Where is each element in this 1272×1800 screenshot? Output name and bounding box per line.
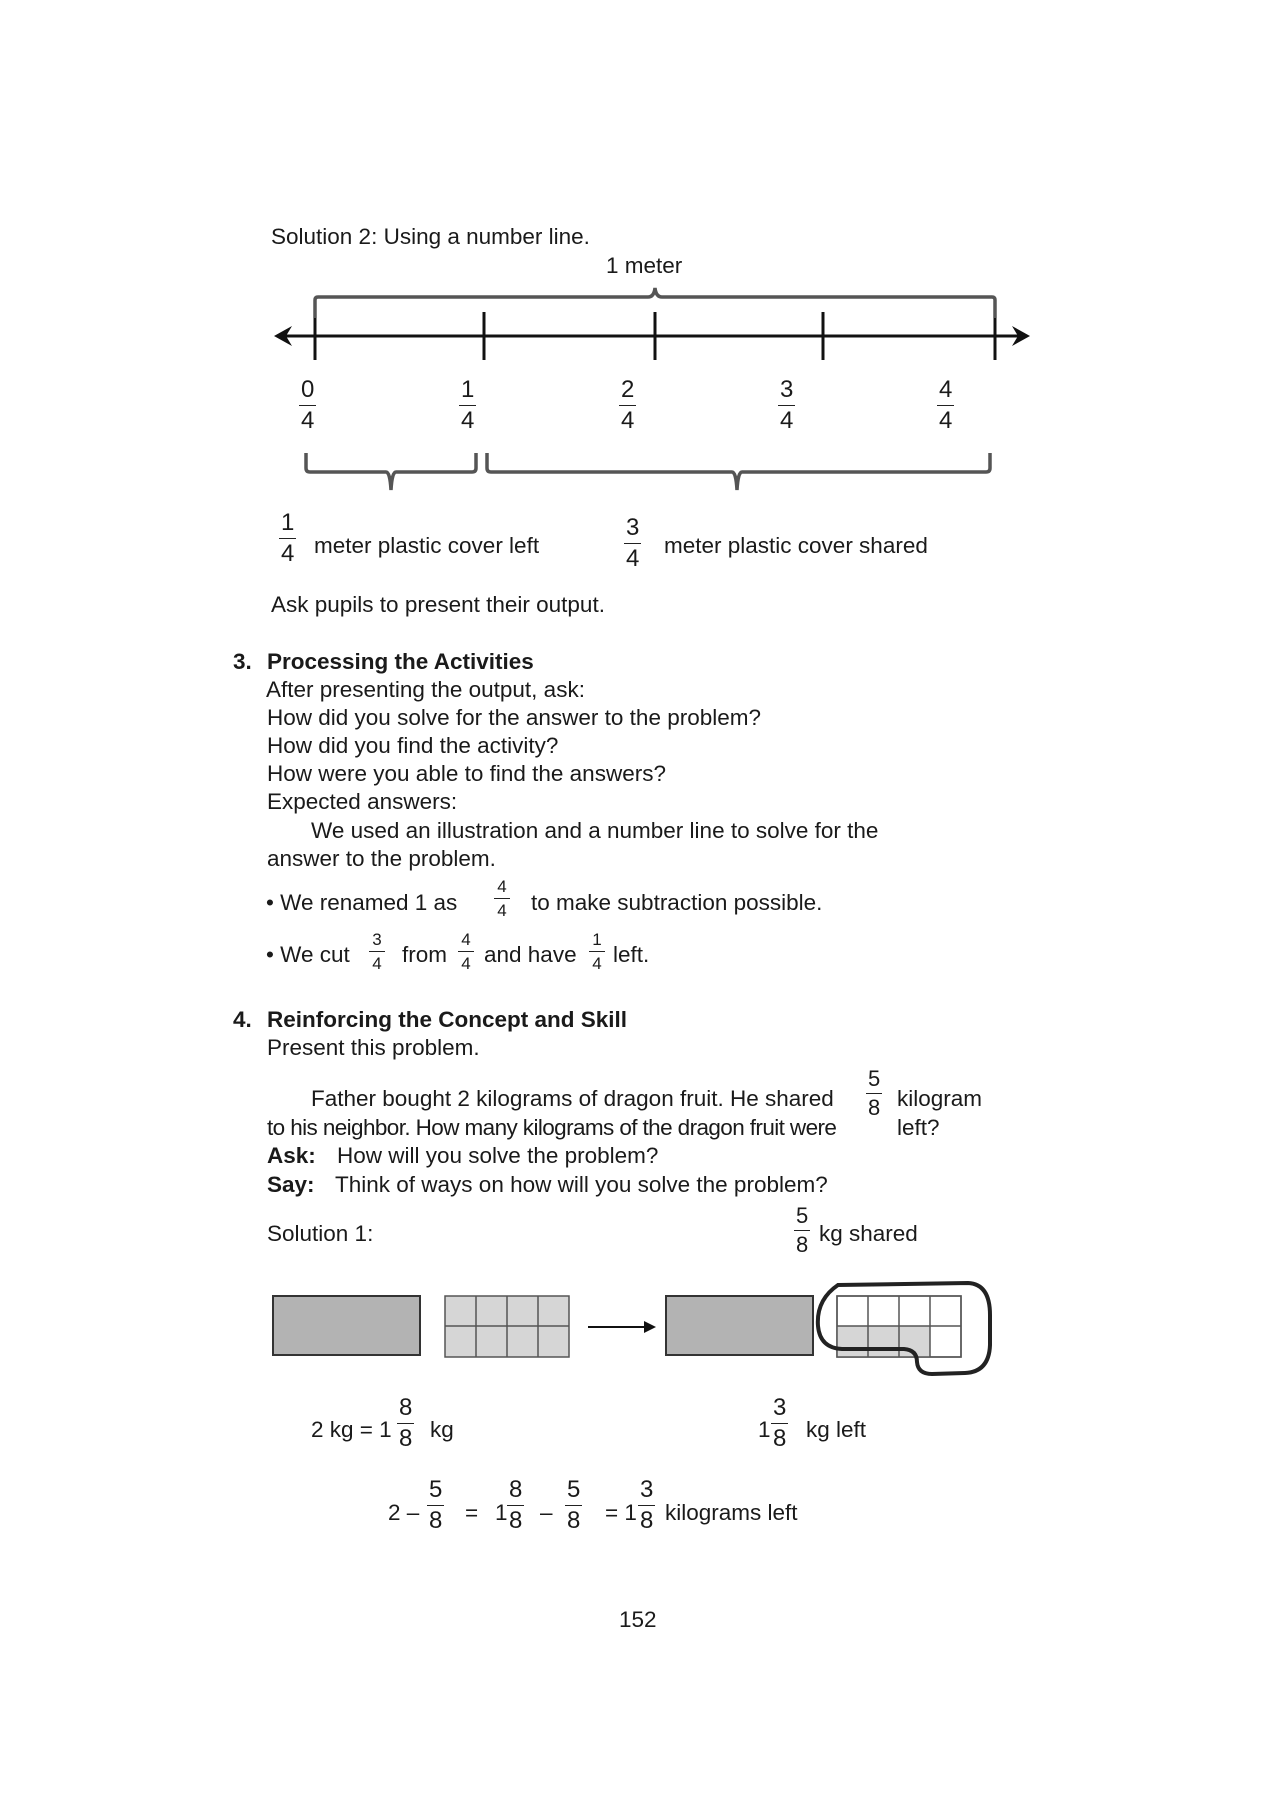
section3-line-5: Expected answers: bbox=[267, 789, 458, 814]
solution2-heading: Solution 2: Using a number line. bbox=[271, 224, 590, 249]
section3-line-2: How did you solve for the answer to the problem? bbox=[267, 705, 762, 730]
solution1-heading: Solution 1: bbox=[267, 1221, 374, 1246]
eq-left-fraction: 8 8 bbox=[399, 1394, 413, 1452]
shared-fraction: 5 8 bbox=[796, 1203, 809, 1257]
problem-line-2: to his neighbor. How many kilograms of the dragon fruit were bbox=[267, 1115, 837, 1140]
eq-right-whole: 1 bbox=[758, 1417, 771, 1442]
section4-number: 4. bbox=[233, 1007, 252, 1032]
arrow-head bbox=[644, 1321, 656, 1333]
final-suffix: kilograms left bbox=[665, 1500, 798, 1525]
final-fraction-1: 5 8 bbox=[429, 1476, 443, 1534]
section4-intro: Present this problem. bbox=[267, 1035, 480, 1060]
say-text: Think of ways on how will you solve the problem? bbox=[335, 1172, 828, 1197]
bullet2-end: left. bbox=[613, 942, 650, 967]
left-brace-text: meter plastic cover left bbox=[314, 533, 540, 558]
eq-left-prefix: 2 kg = 1 bbox=[311, 1417, 392, 1442]
section4-title: Reinforcing the Concept and Skill bbox=[267, 1007, 628, 1032]
final-fraction-4: 3 8 bbox=[640, 1476, 654, 1534]
page-number: 152 bbox=[619, 1607, 657, 1632]
left-brace bbox=[306, 453, 476, 490]
problem-fraction: 5 8 bbox=[868, 1066, 881, 1120]
bullet1-end: to make subtraction possible. bbox=[531, 890, 823, 915]
final-fraction-2: 8 8 bbox=[509, 1476, 523, 1534]
right-brace-fraction: 3 4 bbox=[626, 514, 640, 572]
problem-line-1-end: kilogram bbox=[897, 1086, 983, 1111]
shared-text: kg shared bbox=[819, 1221, 918, 1246]
bullet2-fraction-2: 4 4 bbox=[458, 931, 474, 972]
tick-label-1: 1 4 bbox=[461, 376, 475, 434]
section3-line-1: After presenting the output, ask: bbox=[266, 677, 585, 702]
bullet2-start: • We cut bbox=[266, 942, 350, 967]
eighths-grid-before bbox=[445, 1296, 569, 1357]
bullet1-fraction: 4 4 bbox=[494, 878, 510, 919]
left-brace-fraction: 1 4 bbox=[281, 509, 295, 567]
final-whole-1: 1 bbox=[495, 1500, 508, 1525]
ask-text: How will you solve the problem? bbox=[337, 1143, 659, 1168]
bullet2-and-have: and have bbox=[484, 942, 577, 967]
ask-label: Ask: bbox=[267, 1143, 316, 1168]
bullet2-from: from bbox=[402, 942, 447, 967]
problem-line-1: Father bought 2 kilograms of dragon fruit. He shared bbox=[311, 1086, 834, 1111]
section3-number: 3. bbox=[233, 649, 252, 674]
final-minus: – bbox=[540, 1500, 553, 1525]
answer-line-1: We used an illustration and a number line to solve for the bbox=[311, 818, 879, 843]
whole-kg-bar-2 bbox=[666, 1296, 813, 1355]
meter-label: 1 meter bbox=[606, 253, 683, 278]
right-brace bbox=[487, 453, 990, 490]
right-brace-text: meter plastic cover shared bbox=[664, 533, 928, 558]
whole-kg-bar-1 bbox=[273, 1296, 420, 1355]
eq-right-suffix: kg left bbox=[806, 1417, 867, 1442]
problem-line-2-end: left? bbox=[897, 1115, 940, 1140]
tick-label-3: 3 4 bbox=[780, 376, 794, 434]
section3-title: Processing the Activities bbox=[267, 649, 534, 674]
tick-label-2: 2 4 bbox=[621, 376, 635, 434]
bullet2-fraction-3: 1 4 bbox=[589, 931, 605, 972]
final-equals-1: = bbox=[465, 1500, 479, 1525]
section3-line-3: How did you find the activity? bbox=[267, 733, 559, 758]
eq-right-fraction: 3 8 bbox=[773, 1394, 787, 1452]
final-two-minus: 2 – bbox=[388, 1500, 420, 1525]
eq-left-suffix: kg bbox=[430, 1417, 454, 1442]
bullet2-fraction-1: 3 4 bbox=[369, 931, 385, 972]
final-fraction-3: 5 8 bbox=[567, 1476, 581, 1534]
tick-label-0: 0 4 bbox=[301, 376, 315, 434]
present-output-text: Ask pupils to present their output. bbox=[271, 592, 605, 617]
answer-line-2: answer to the problem. bbox=[267, 846, 496, 871]
final-equals-2: = 1 bbox=[605, 1500, 637, 1525]
say-label: Say: bbox=[267, 1172, 315, 1197]
section3-line-4: How were you able to find the answers? bbox=[267, 761, 666, 786]
bullet1-start: • We renamed 1 as bbox=[266, 890, 458, 915]
tick-label-4: 4 4 bbox=[939, 376, 953, 434]
